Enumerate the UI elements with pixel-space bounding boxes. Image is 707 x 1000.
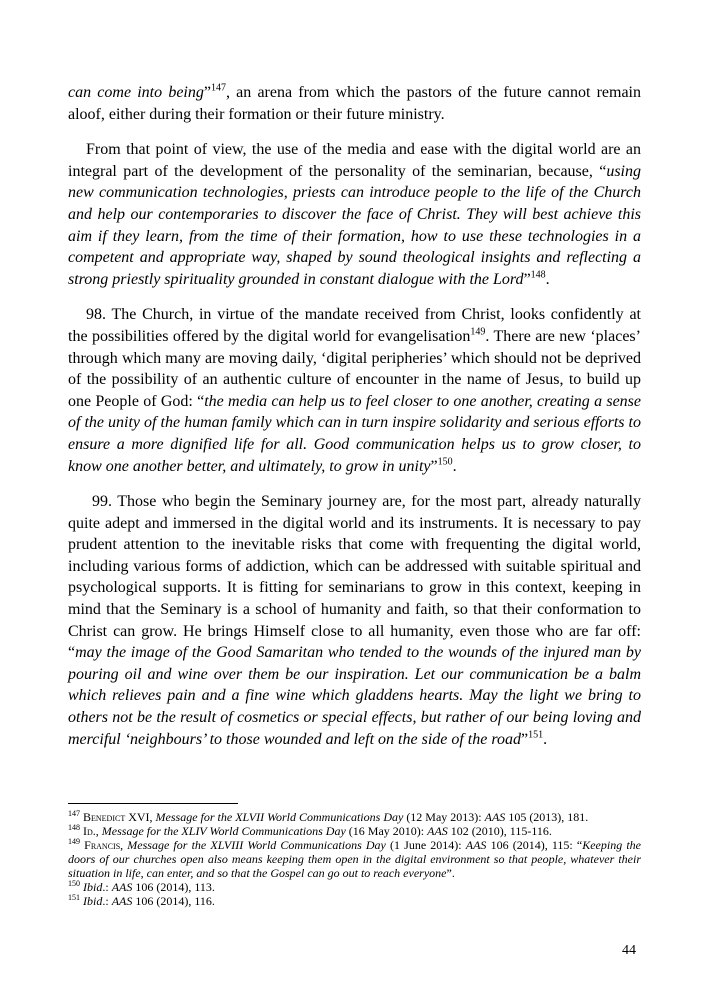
paragraph-continued: can come into being”$^{147}$, an arena from which the pastors of the future cannot remain aloof, either during their formation or their future ministry. <box>68 82 641 123</box>
footnote-ref-151[interactable]: 151 <box>528 729 544 741</box>
page-body <box>68 82 641 764</box>
footnote-ref-149[interactable]: 149 <box>470 326 486 338</box>
quote-text: can come into being <box>68 84 204 101</box>
paragraph-99: 99. Those who begin the Seminary journey are, for the most part, already naturally quite adept and immersed in the digital world and its instruments. It is necessary to pay prudent attention to the inevitable risks that come with frequenting the digital world, including various forms of addiction, which can be addressed with suitable spiritual and psychological supports. It is fitting for seminarians to grow in this context, keeping in mind that the Seminary is a school of humanity and faith, so that their conformation to Christ can grow. He brings Himself close to all humanity, even those who are far off: “may the image of the Good Samaritan who tended to the wounds of the injured man by pouring oil and wine over them be our inspiration. Let our communication be a balm which relieves pain and a fine wine which gladdens hearts. May the light we bring to others not be the result of cosmetics or special effects, but rather of our being loving and merciful ‘neighbours’ to those wounded and left on the side of the road”$^{151}$. <box>68 493 641 748</box>
footnote-149: $^{149}$ Francis, Message for the XLVIII World Communications Day (1 June 2014): AAS 106 (2014), 115: “Keeping the doors of our churches open also means keeping them open in the digital environment so that people, whatever their situation in life, can enter, and so that the Gospel can go out to reach everyone”. <box>68 837 641 880</box>
quote-text: may the image of the Good Samaritan who tended to the wounds of the injured man by pouring oil and wine over them be our inspiration. Let our communication be a balm which relieves pain and a fine wine which gladdens hearts. May the light we bring to others not be the result of cosmetics or special effects, but rather of our being loving and merciful ‘neighbours’ to those wounded and left on the side of the road <box>68 644 641 748</box>
paragraph-media-development: From that point of view, the use of the media and ease with the digital world are an integral part of the development of the personality of the seminarian, because, “using new communication technologies, priests can introduce people to the life of the Church and help our contemporaries to discover the face of Christ. They will best achieve this aim if they learn, from the time of their formation, how to use these technologies in a competent and appropriate way, shaped by sound theological insights and reflecting a strong priestly spirituality grounded in constant dialogue with the Lord”$^{148}$. <box>68 141 641 288</box>
footnote-ref-150[interactable]: 150 <box>437 456 453 468</box>
paragraph-98: 98. The Church, in virtue of the mandate received from Christ, looks confidently at the possibilities offered by the digital world for evangelisation$^{149}$. There are new ‘places’ through which many are moving daily, ‘digital peripheries’ which should not be deprived of the possibility of an authentic culture of encounter in the name of Jesus, to build up one People of God: “the media can help us to feel closer to one another, creating a sense of the unity of the human family which can in turn inspire solidarity and serious efforts to ensure a more dignified life for all. Good communication helps us to grow closer, to know one another better, and ultimately, to grow in unity”$^{150}$. <box>68 306 642 475</box>
footnote-ref-148[interactable]: 148 <box>530 269 546 281</box>
footnote-147: $^{147}$ Benedict XVI, Message for the XLVII World Communications Day (12 May 2013): AAS 105 (2013), 181. <box>68 809 589 824</box>
footnote-ref-147[interactable]: 147 <box>210 82 226 94</box>
quote-text: using new communication technologies, priests can introduce people to the life of the Church and help our contemporaries to discover the face of Christ. They will best achieve this aim if they learn, from the time of their formation, how to use these technologies in a competent and appropriate way, shaped by sound theological insights and reflecting a strong priestly spirituality grounded in constant dialogue with the Lord <box>68 162 641 288</box>
page-number: 44 <box>622 943 636 958</box>
footnotes <box>68 810 641 908</box>
footnote-151: $^{151}$ Ibid.: AAS 106 (2014), 116. <box>68 893 215 908</box>
footnote-148: $^{148}$ Id., Message for the XLIV World Communications Day (16 May 2010): AAS 102 (2010), 115-116. <box>68 823 552 838</box>
footnote-divider <box>68 803 238 804</box>
footnote-150: $^{150}$ Ibid.: AAS 106 (2014), 113. <box>68 879 215 894</box>
quote-text: the media can help us to feel closer to one another, creating a sense of the unity of the human family which can in turn inspire solidarity and serious efforts to ensure a more dignified life for all. Good communication helps us to grow closer, to know one another better, and ultimately, to grow in unity <box>68 392 642 475</box>
